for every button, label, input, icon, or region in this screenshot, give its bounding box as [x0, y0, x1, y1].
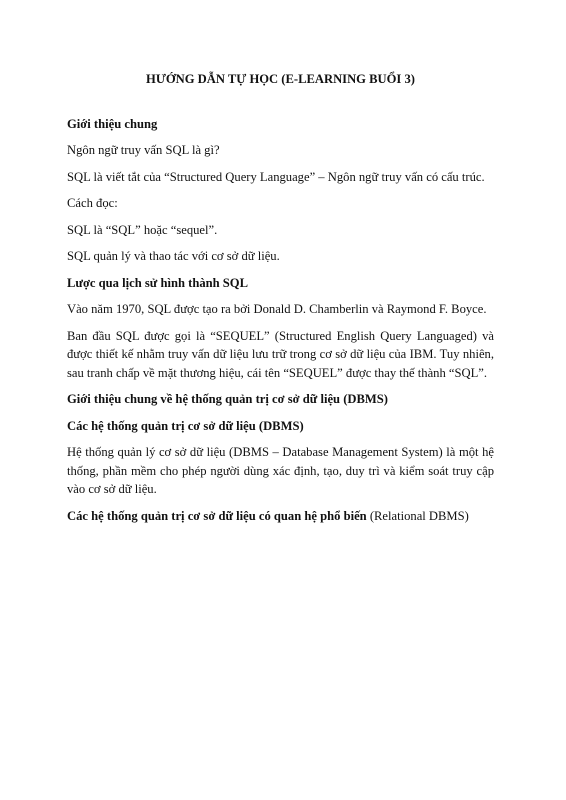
paragraph: Cách đọc: — [67, 196, 118, 210]
paragraph: Ban đầu SQL được gọi là “SEQUEL” (Structured English Query Languaged) và được thiết kế nhằm truy vấn dữ liệu lưu trữ trong cơ sở dữ liệu của IBM. Tuy nhiên, sau tranh chấp về mặt thương hiệu, cái tên “SEQUEL” được thay thế thành “SQL”. — [67, 328, 494, 380]
paragraph: SQL là viết tắt của “Structured Query Language” – Ngôn ngữ truy vấn có cấu trúc. — [67, 169, 485, 184]
paragraph: Ngôn ngữ truy vấn SQL là gì? — [67, 143, 220, 157]
paragraph: SQL là “SQL” hoặc “sequel”. — [67, 222, 218, 237]
heading-intro: Giới thiệu chung — [67, 116, 158, 131]
heading-rdbms — [67, 507, 494, 526]
heading-dbms-intro: Giới thiệu chung về hệ thống quản trị cơ sở dữ liệu (DBMS) — [67, 392, 388, 406]
heading-rdbms-normal: (Relational DBMS) — [366, 508, 469, 523]
paragraph: Hệ thống quản lý cơ sở dữ liệu (DBMS – Database Management System) là một hệ thống, phần mềm cho phép người dùng xác định, tạo, duy trì và kiểm soát truy cập vào cơ sở dữ liệu. — [67, 445, 494, 496]
heading-dbms: Các hệ thống quản trị cơ sở dữ liệu (DBMS) — [67, 418, 304, 433]
document-title: HƯỚNG DẪN TỰ HỌC (E-LEARNING BUỔI 3) — [146, 72, 415, 86]
paragraph: SQL quản lý và thao tác với cơ sở dữ liệu. — [67, 249, 280, 263]
heading-rdbms-bold: Các hệ thống quản trị cơ sở dữ liệu có quan hệ phổ biến — [67, 508, 367, 523]
paragraph: Vào năm 1970, SQL được tạo ra bởi Donald D. Chamberlin và Raymond F. Boyce. — [67, 302, 487, 316]
heading-history: Lược qua lịch sử hình thành SQL — [67, 275, 248, 290]
